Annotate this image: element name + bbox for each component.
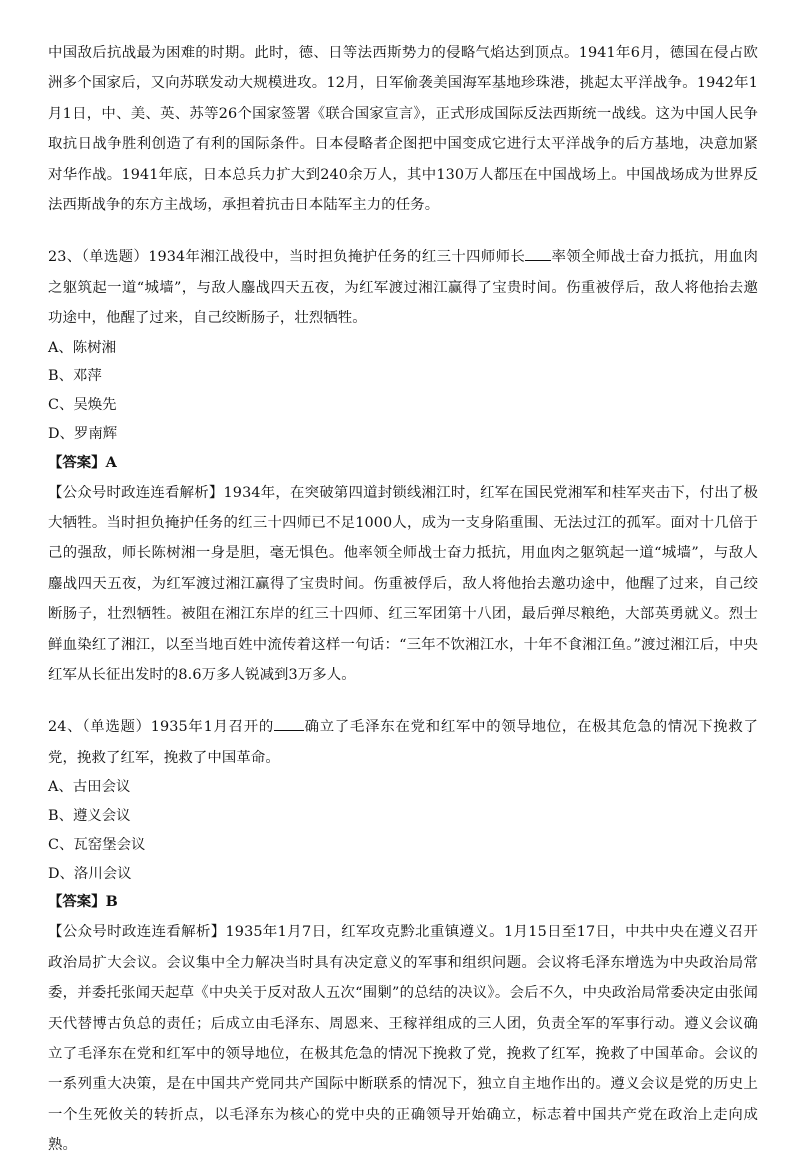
analysis-paragraph: 【公众号时政连连看解析】1935年1月7日，红军攻克黔北重镇遵义。1月15日至17日，中共中央在遵义召开政治局扩大会议。会议集中全力解决当时具有决定意义的军事和组织问题。会议将毛泽东增选为中央政治局常委，并委托张闻天起草《中央关于反对敌人五次“围剿”的总结的决议》。会后不久，中央政治局常委决定由张闻天代替博古负总的责任；后成立由毛泽东、周恩来、王稼祥组成的三人团，负责全军的军事行动。遵义会议确立了毛泽东在党和红军中的领导地位，在极其危急的情况下挽救了党，挽救了红军，挽救了中国革命。会议的一系列重大决策，是在中国共产党同共产国际中断联系的情况下，独立自主地作出的。遵义会议是党的历史上一个生死攸关的转折点，以毛泽东为核心的党中央的正确领导开始确立，标志着中国共产党在政治上走向成熟。	[48, 924, 758, 1154]
question-stem	[48, 242, 758, 333]
question-type: （单选题）	[82, 719, 151, 736]
question-stem	[48, 712, 758, 773]
question-23	[48, 242, 758, 690]
answer-label: 【答案】B	[48, 893, 118, 911]
option-c: C、瓦窑堡会议	[48, 836, 146, 853]
analysis-paragraph: 【公众号时政连连看解析】1934年，在突破第四道封锁线湘江时，红军在国民党湘军和桂军夹击下，付出了极大牺牲。当时担负掩护任务的红三十四师已不足1000人，成为一支身陷重围、无法过江的孤军。面对十几倍于己的强敌，师长陈树湘一身是胆，毫无惧色。他率领全师战士奋力抵抗，用血肉之躯筑起一道“城墙”，与敌人鏖战四天五夜，为红军渡过湘江赢得了宝贵时间。伤重被俘后，敌人将他抬去邀功途中，他醒了过来，自己绞断肠子，壮烈牺牲。被阻在湘江东岸的红三十四师、红三军团第十八团，最后弹尽粮绝，大部英勇就义。烈士鲜血染红了湘江，以至当地百姓中流传着这样一句话：“三年不饮湘江水，十年不食湘江鱼。”渡过湘江后，中央红军从长征出发时的8.6万多人锐减到3万多人。	[48, 484, 758, 684]
answer-blank	[274, 716, 304, 731]
stem-before-blank: 1934年湘江战役中，当时担负掩护任务的红三十四师师长	[148, 249, 526, 266]
stem-after-blank: 率领全师战士奋力抵抗，用血肉之躯筑起一道“城墙”，与敌人鏖战四天五夜，为红军渡过湘江赢得了宝贵时间。伤重被俘后，敌人将他抬去邀功途中，他醒了过来，自己绞断肠子，壮烈牺牲。	[48, 249, 758, 327]
stem-after-blank: 确立了毛泽东在党和红军中的领导地位，在极其危急的情况下挽救了党，挽救了红军，挽救了中国革命。	[48, 719, 758, 766]
answer-blank	[525, 246, 551, 261]
stem-before-blank: 1935年1月召开的	[150, 719, 274, 736]
question-number: 23、	[48, 249, 82, 266]
intro-paragraph: 中国敌后抗战最为困难的时期。此时，德、日等法西斯势力的侵略气焰达到顶点。1941年6月，德国在侵占欧洲多个国家后，又向苏联发动大规模进攻。12月，日军偷袭美国海军基地珍珠港，挑起太平洋战争。1942年1月1日，中、美、英、苏等26个国家签署《联合国家宣言》，正式形成国际反法西斯统一战线。这为中国人民争取抗日战争胜利创造了有利的国际条件。日本侵略者企图把中国变成它进行太平洋战争的后方基地，决意加紧对华作战。1941年底，日本总兵力扩大到240余万人，其中130万人都压在中国战场上。中国战场成为世界反法西斯战争的东方主战场，承担着抗击日本陆军主力的任务。	[48, 45, 758, 214]
question-number: 24、	[48, 719, 83, 736]
option-a: A、陈树湘	[48, 339, 116, 356]
answer-label: 【答案】A	[48, 453, 117, 471]
option-c: C、吴焕先	[48, 397, 117, 414]
option-b: B、邓萍	[48, 368, 102, 385]
question-type: （单选题）	[81, 249, 149, 266]
option-d: D、洛川会议	[48, 865, 132, 882]
option-b: B、遵义会议	[48, 808, 131, 825]
option-a: A、古田会议	[48, 779, 131, 796]
option-d: D、罗南辉	[48, 426, 118, 443]
question-24	[48, 712, 758, 1160]
